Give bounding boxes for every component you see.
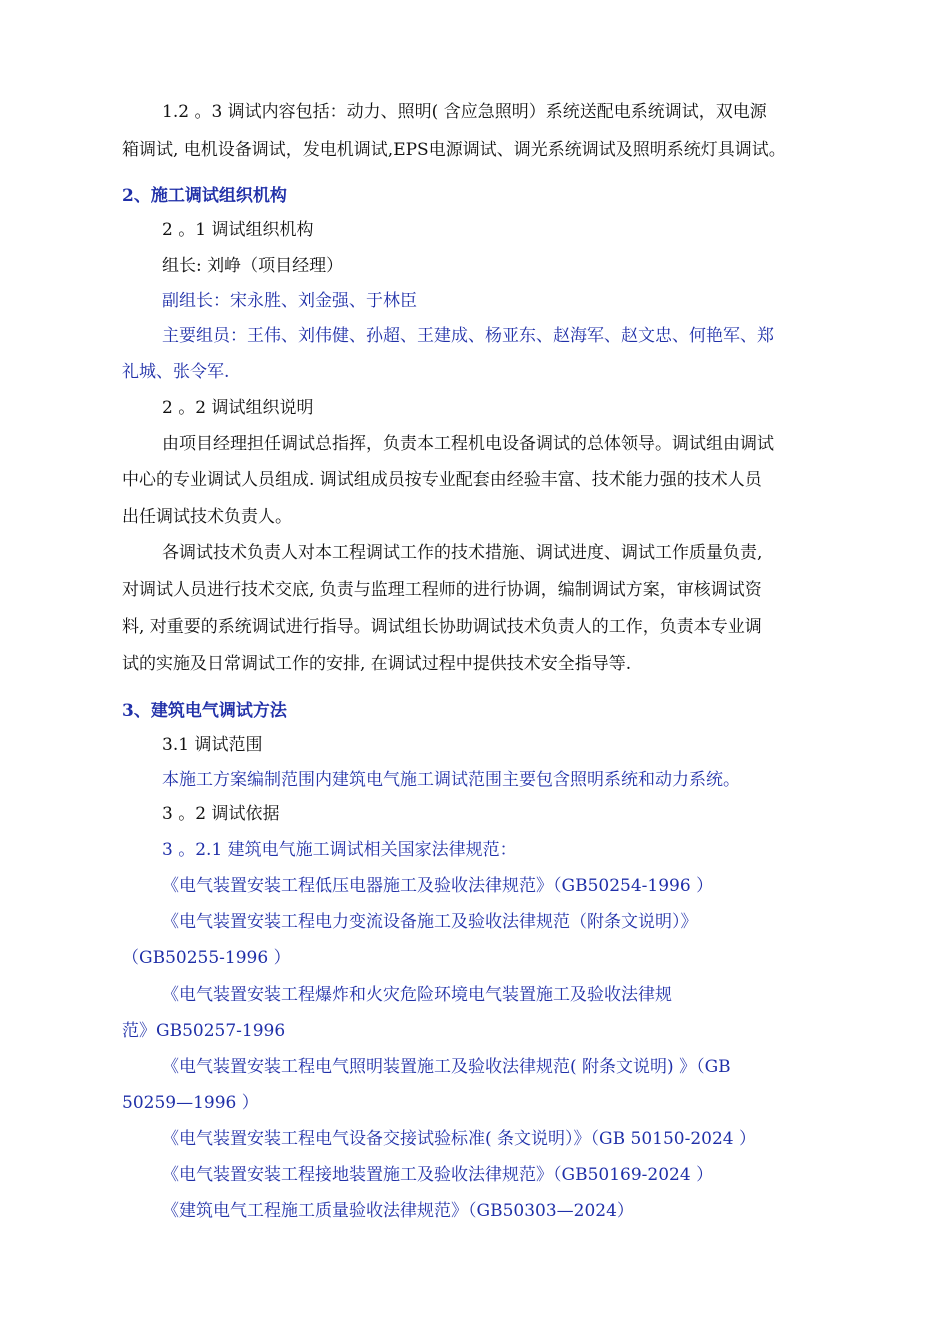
standard-gb50259-line-1: 《电气装置安装工程电气照明装置施工及验收法律规范( 附条文说明) 》（GB	[162, 1057, 731, 1077]
team-members-line-1: 主要组员：王伟、刘伟健、孙超、王建成、杨亚东、赵海军、赵文忠、何艳军、郑	[162, 326, 774, 346]
standard-gb50169: 《电气装置安装工程接地装置施工及验收法律规范》（GB50169-2024 ）	[162, 1165, 714, 1185]
deputy-leaders: 副组长：宋永胜、刘金强、于林臣	[162, 291, 417, 311]
org-desc-line-2: 中心的专业调试人员组成. 调试组成员按专业配套由经验丰富、技术能力强的技术人员	[122, 470, 762, 490]
duty-desc-line-2: 对调试人员进行技术交底, 负责与监理工程师的进行协调，编制调试方案，审核调试资	[122, 580, 762, 600]
org-desc-line-3: 出任调试技术负责人。	[122, 507, 292, 527]
subsection-3-2-title: 3 。2 调试依据	[162, 804, 280, 824]
duty-desc-line-1: 各调试技术负责人对本工程调试工作的技术措施、调试进度、调试工作质量负责,	[162, 543, 763, 563]
standard-gb50303: 《建筑电气工程施工质量验收法律规范》（GB50303—2024）	[162, 1201, 634, 1221]
para-1-2-line-1: 1.2 。3 调试内容包括：动力、照明( 含应急照明）系统送配电系统调试，双电源	[162, 102, 767, 122]
standard-gb50254: 《电气装置安装工程低压电器施工及验收法律规范》（GB50254-1996 ）	[162, 876, 714, 896]
section-2-heading: 2、施工调试组织机构	[122, 186, 287, 206]
standard-gb50259-line-2: 50259—1996 ）	[122, 1093, 259, 1113]
standard-gb50257-line-2: 范》GB50257-1996	[122, 1021, 286, 1041]
section-3-heading: 3、建筑电气调试方法	[122, 701, 287, 721]
subsection-3-2-1-title: 3 。2.1 建筑电气施工调试相关国家法律规范：	[162, 840, 517, 860]
team-leader: 组长: 刘峥（项目经理）	[162, 256, 344, 276]
standard-gb50255-line-2: （GB50255-1996 ）	[122, 948, 291, 968]
org-desc-line-1: 由项目经理担任调试总指挥，负责本工程机电设备调试的总体领导。调试组由调试	[162, 434, 774, 454]
duty-desc-line-4: 试的实施及日常调试工作的安排, 在调试过程中提供技术安全指导等.	[122, 654, 632, 674]
standard-gb50257-line-1: 《电气装置安装工程爆炸和火灾危险环境电气装置施工及验收法律规	[162, 985, 672, 1005]
subsection-3-1-title: 3.1 调试范围	[162, 735, 263, 755]
team-members-line-2: 礼城、张令军.	[122, 362, 230, 382]
standard-gb50150: 《电气装置安装工程电气设备交接试验标准( 条文说明）》（GB 50150-2024 ）	[162, 1129, 757, 1149]
para-1-2-line-2: 箱调试, 电机设备调试，发电机调试,EPS电源调试、调光系统调试及照明系统灯具调试。	[122, 140, 786, 160]
duty-desc-line-3: 料, 对重要的系统调试进行指导。调试组长协助调试技术负责人的工作，负责本专业调	[122, 617, 762, 637]
standard-gb50255-line-1: 《电气装置安装工程电力变流设备施工及验收法律规范（附条文说明）》	[162, 912, 698, 932]
subsection-2-1-title: 2 。1 调试组织机构	[162, 220, 314, 240]
subsection-2-2-title: 2 。2 调试组织说明	[162, 398, 314, 418]
scope-description: 本施工方案编制范围内建筑电气施工调试范围主要包含照明系统和动力系统。	[162, 770, 740, 790]
